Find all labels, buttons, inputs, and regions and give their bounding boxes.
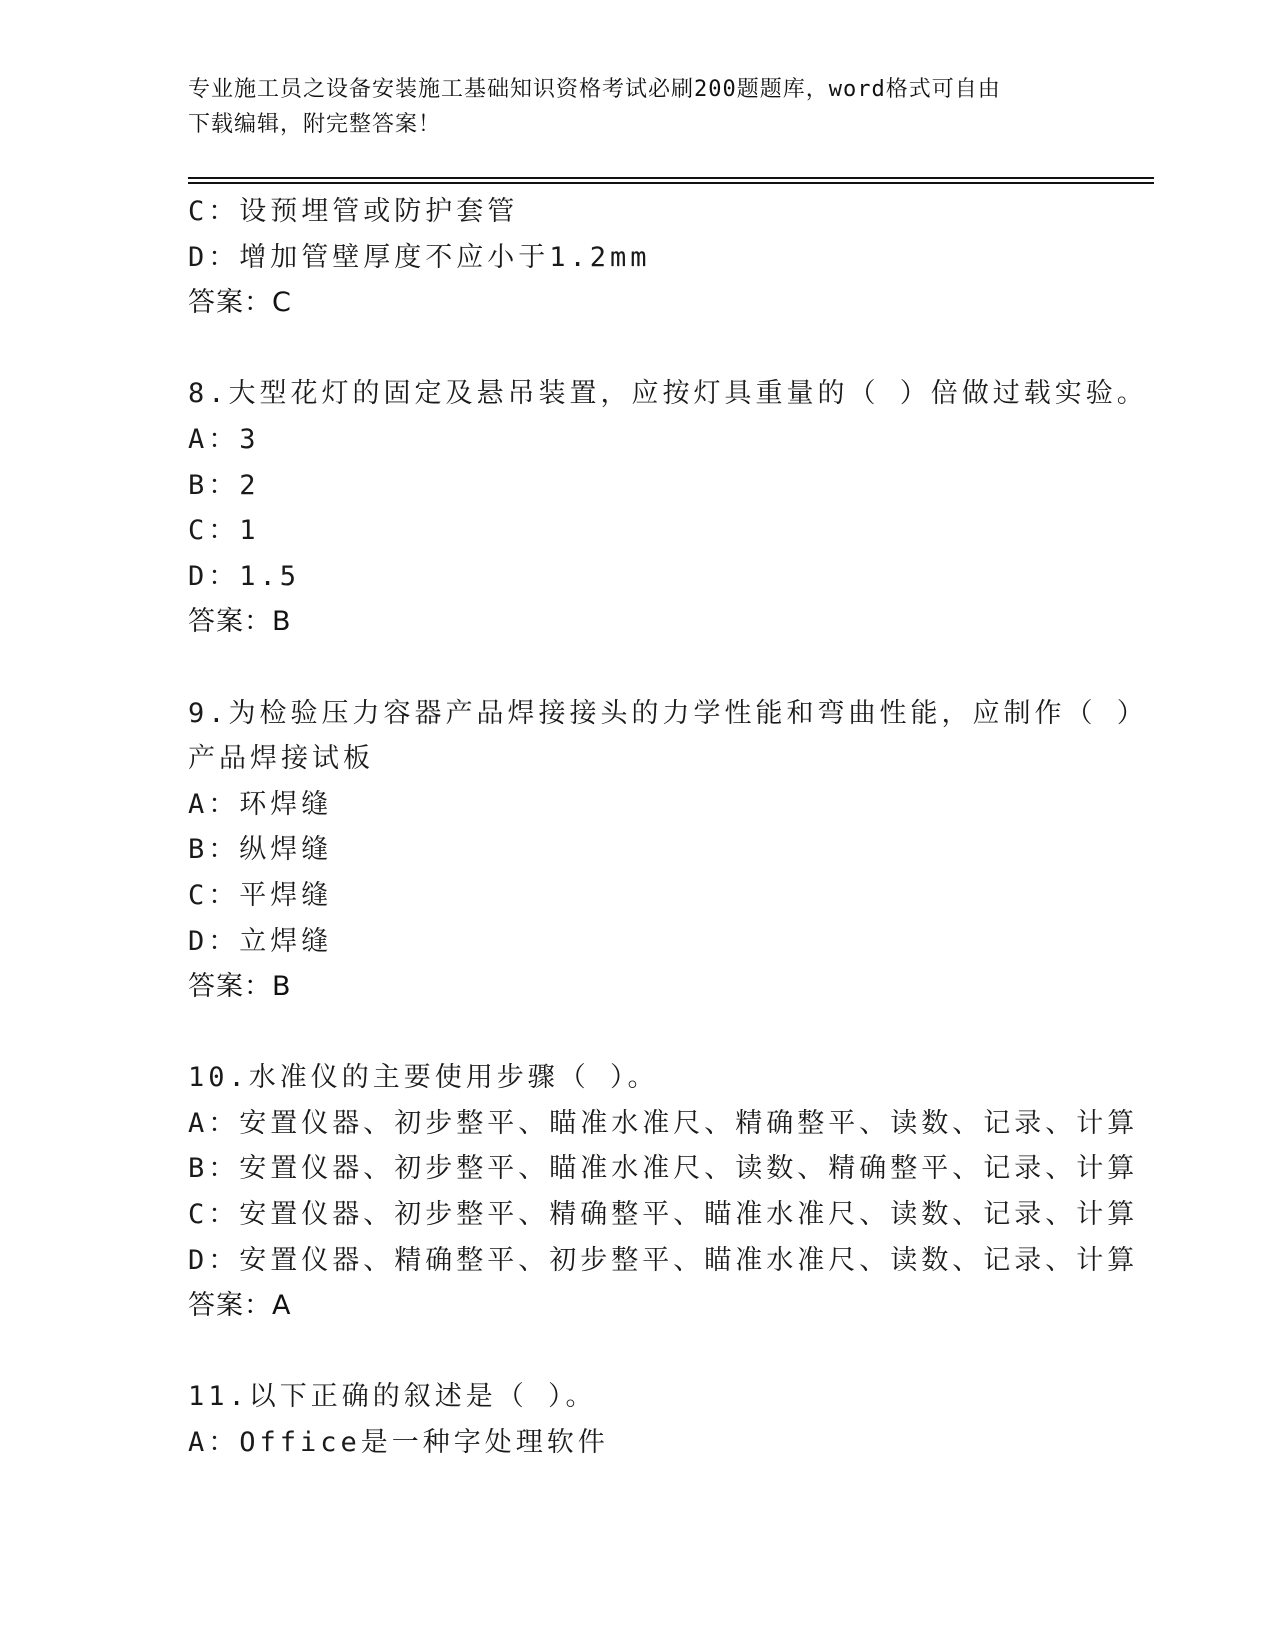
spacer [188, 326, 1168, 372]
option-b: B：纵焊缝 [188, 834, 333, 866]
question-stem-line-1: 9.为检验压力容器产品焊接接头的力学性能和弯曲性能，应制作（ ） [188, 697, 1148, 729]
question-stem: 8.大型花灯的固定及悬吊装置，应按灯具重量的（ ）倍做过载实验。 [188, 378, 1148, 410]
option-d: D：1.5 [188, 560, 301, 592]
answer-line: 答案：B [188, 606, 292, 638]
spacer [188, 645, 1168, 691]
option-a: A：Office是一种字处理软件 [188, 1427, 609, 1459]
question-7-continued [188, 189, 1168, 326]
question-stem: 11.以下正确的叙述是（ ）。 [188, 1381, 597, 1413]
option-b: B：2 [188, 469, 260, 501]
option-b: B：安置仪器、初步整平、瞄准水准尺、读数、精确整平、记录、计算 [188, 1153, 1139, 1185]
option-c: C：设预埋管或防护套管 [188, 196, 519, 227]
spacer [188, 1329, 1168, 1375]
option-c: C：1 [188, 515, 260, 547]
option-a: A：环焊缝 [188, 788, 333, 820]
answer-line: 答案：B [188, 971, 292, 1003]
header-divider-top [188, 177, 1154, 179]
question-list [188, 189, 1168, 1466]
option-a: A：安置仪器、初步整平、瞄准水准尺、精确整平、读数、记录、计算 [188, 1107, 1139, 1139]
option-a: A：3 [188, 423, 260, 455]
question-10 [188, 1055, 1168, 1329]
answer-line: 答案：C [188, 287, 292, 319]
option-c: C：安置仪器、初步整平、精确整平、瞄准水准尺、读数、记录、计算 [188, 1199, 1139, 1231]
answer-line: 答案：A [188, 1290, 292, 1322]
option-d: D：安置仪器、精确整平、初步整平、瞄准水准尺、读数、记录、计算 [188, 1244, 1139, 1276]
question-8 [188, 371, 1168, 645]
document-header [188, 72, 1088, 142]
spacer [188, 1010, 1168, 1056]
option-d: D：增加管壁厚度不应小于1.2mm [188, 241, 651, 273]
question-stem: 10.水准仪的主要使用步骤（ ）。 [188, 1062, 659, 1094]
question-9 [188, 691, 1168, 1010]
question-11 [188, 1374, 1168, 1465]
question-stem-line-2: 产品焊接试板 [188, 743, 374, 775]
header-line-1: 专业施工员之设备安装施工基础知识资格考试必刷200题题库，word格式可自由 [188, 77, 1001, 102]
option-d: D：立焊缝 [188, 925, 333, 957]
option-c: C：平焊缝 [188, 879, 333, 911]
header-divider-bottom [188, 182, 1154, 184]
header-line-2: 下载编辑，附完整答案！ [188, 112, 442, 137]
